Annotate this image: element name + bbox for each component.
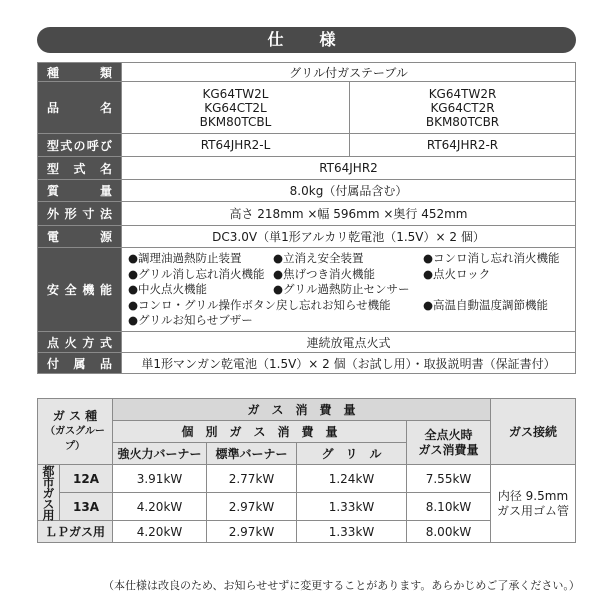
label-model-call: 型式の呼び [38, 134, 122, 157]
value-model-call-right: RT64JHR2-R [350, 134, 576, 157]
gas-row-12a [38, 465, 576, 493]
value-weight: 8.0kg（付属品含む） [122, 180, 576, 202]
safety-item: ●調理油過熱防止装置 [128, 251, 242, 266]
label-type: 種類 [38, 63, 122, 82]
safety-item: ●点火ロック [423, 266, 491, 281]
label-model: 型式名 [38, 157, 122, 180]
total-value: 7.55kW [407, 465, 491, 493]
label-safety: 安全機能 [38, 248, 122, 332]
label-power: 電源 [38, 226, 122, 248]
grill-header: グ リ ル [297, 443, 407, 465]
value-dimensions: 高さ 218mm ×幅 596mm ×奥行 452mm [122, 202, 576, 226]
spec-row-dimensions [38, 202, 576, 226]
total-value: 8.00kW [407, 521, 491, 543]
grill-value: 1.33kW [297, 521, 407, 543]
safety-item: ●立消え安全装置 [273, 251, 364, 266]
standard-value: 2.97kW [207, 521, 297, 543]
safety-item: ●コンロ消し忘れ消火機能 [423, 251, 560, 266]
spec-title: 仕 様 [37, 27, 576, 53]
spec-row-type [38, 63, 576, 82]
value-ignition: 連続放電点火式 [122, 332, 576, 353]
standard-value: 2.77kW [207, 465, 297, 493]
safety-feature-list [122, 248, 575, 331]
gas-type-header: ガ ス 種 （ガスグループ） [38, 399, 113, 465]
safety-item: ●コンロ・グリル操作ボタン戻し忘れお知らせ機能 [128, 297, 391, 312]
value-model: RT64JHR2 [122, 157, 576, 180]
label-accessories: 付属品 [38, 353, 122, 374]
individual-consumption-header: 個 別 ガ ス 消 費 量 [113, 421, 407, 443]
strong-burner-header: 強火力バーナー [113, 443, 207, 465]
grill-value: 1.24kW [297, 465, 407, 493]
value-power: DC3.0V（単1形アルカリ乾電池（1.5V）× 2 個） [122, 226, 576, 248]
safety-item: ●中火点火機能 [128, 282, 208, 297]
strong-value: 4.20kW [113, 493, 207, 521]
safety-item: ●グリルお知らせブザー [128, 313, 253, 328]
spec-row-ignition [38, 332, 576, 353]
safety-item: ●高温自動温度調節機能 [423, 297, 549, 312]
value-product-left: KG64TW2L KG64CT2L BKM80TCBL [122, 82, 350, 134]
spec-table [37, 62, 576, 374]
spec-row-model-call [38, 134, 576, 157]
gas-consumption-table [37, 398, 576, 543]
label-dimensions: 外形寸法 [38, 202, 122, 226]
gas-name: 13A [60, 493, 113, 521]
value-model-call-left: RT64JHR2-L [122, 134, 350, 157]
gas-connection-value: 内径 9.5mm ガス用ゴム管 [491, 465, 576, 543]
safety-item: ●グリル過熱防止センサー [273, 282, 410, 297]
gas-consumption-header: ガ ス 消 費 量 [113, 399, 491, 421]
value-product-right: KG64TW2R KG64CT2R BKM80TCBR [350, 82, 576, 134]
value-accessories: 単1形マンガン乾電池（1.5V）× 2 個（お試し用）・取扱説明書（保証書付） [122, 353, 576, 374]
standard-burner-header: 標準バーナー [207, 443, 297, 465]
footnote: （本仕様は改良のため、お知らせせずに変更することがあります。あらかじめご了承ください。） [103, 579, 580, 592]
safety-item: ●グリル消し忘れ消火機能 [128, 266, 265, 281]
value-type: グリル付ガステーブル [122, 63, 576, 82]
label-weight: 質量 [38, 180, 122, 202]
spec-row-power [38, 226, 576, 248]
gas-name: 12A [60, 465, 113, 493]
spec-row-safety [38, 248, 576, 332]
label-product: 品名 [38, 82, 122, 134]
grill-value: 1.33kW [297, 493, 407, 521]
gas-connection-header: ガス接続 [491, 399, 576, 465]
strong-value: 3.91kW [113, 465, 207, 493]
strong-value: 4.20kW [113, 521, 207, 543]
standard-value: 2.97kW [207, 493, 297, 521]
city-gas-label: 都市ガス用 [38, 465, 60, 521]
gas-name: ＬＰガス用 [38, 521, 113, 543]
total-consumption-header: 全点火時 ガス消費量 [407, 421, 491, 465]
spec-row-accessories [38, 353, 576, 374]
total-value: 8.10kW [407, 493, 491, 521]
spec-row-product [38, 82, 576, 134]
label-ignition: 点火方式 [38, 332, 122, 353]
spec-row-model [38, 157, 576, 180]
safety-item: ●焦げつき消火機能 [273, 266, 376, 281]
spec-row-weight [38, 180, 576, 202]
value-safety [122, 248, 576, 332]
